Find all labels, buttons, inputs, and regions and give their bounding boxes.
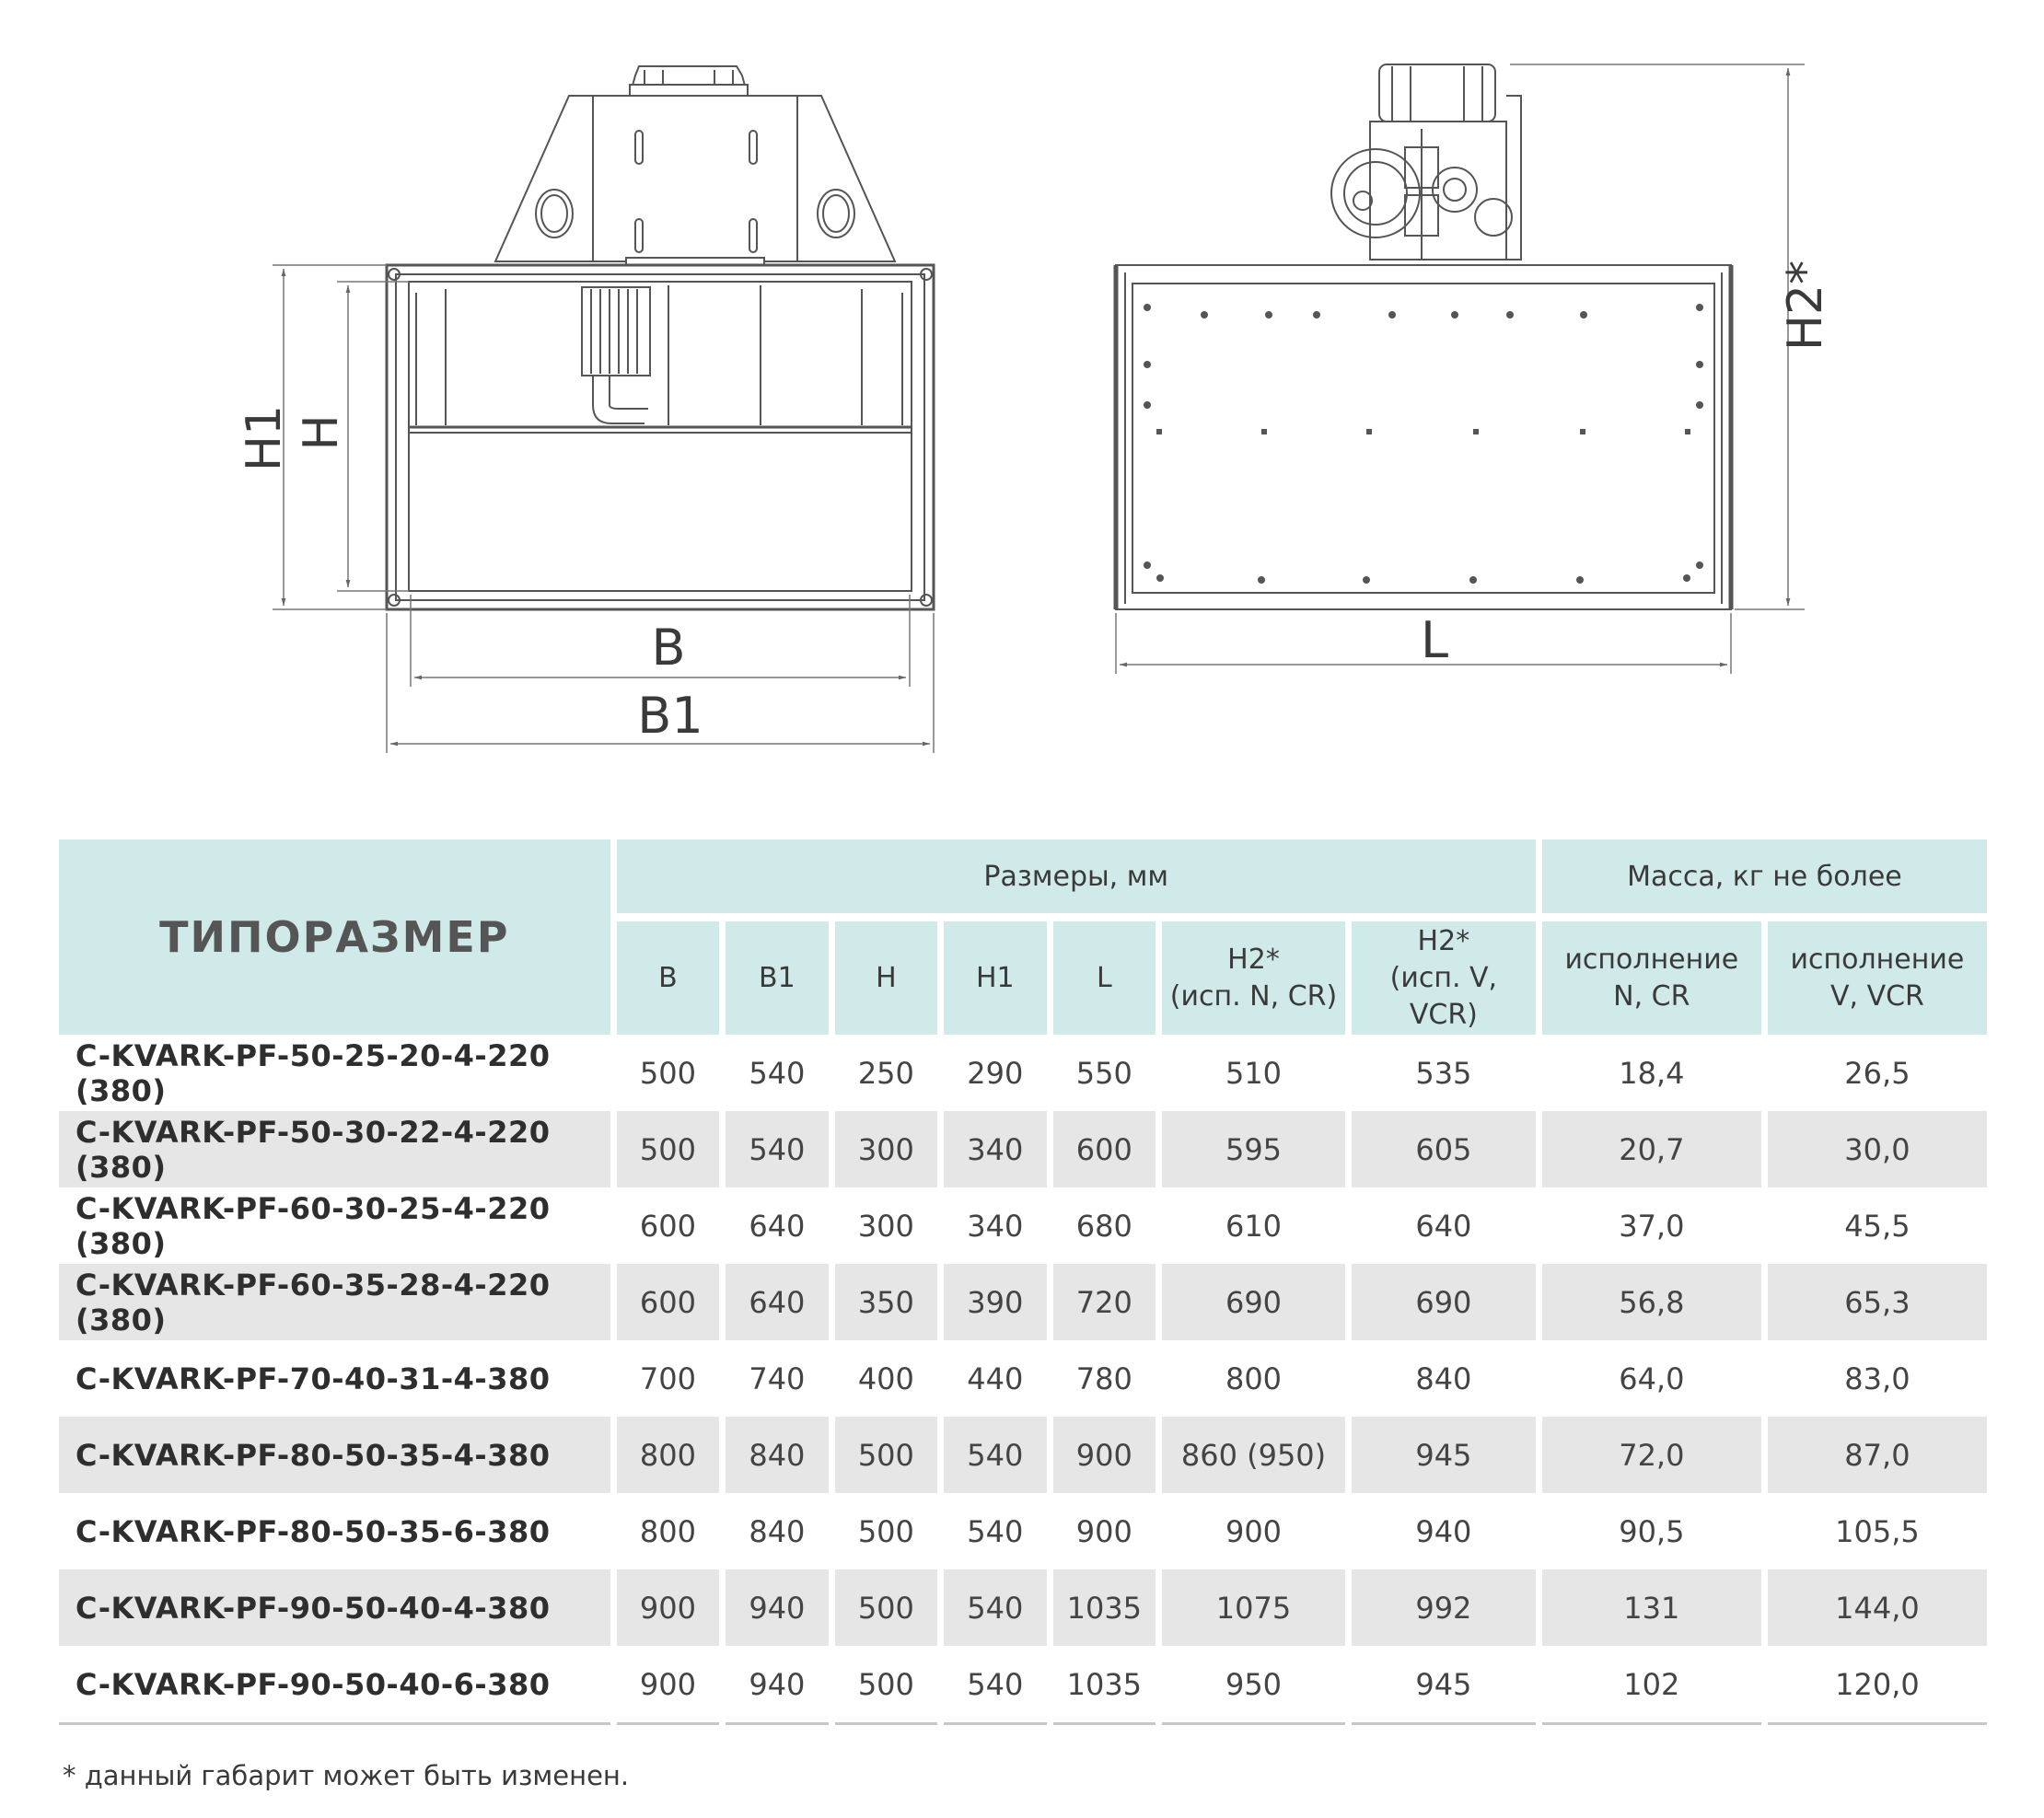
cell-h2-v-vcr: 940 [1415, 1513, 1472, 1549]
cell-b: 500 [617, 1111, 719, 1187]
col-header-h2-n-cr: H2* (исп. N, CR) [1162, 921, 1345, 1035]
cell-h1: 290 [967, 1055, 1024, 1091]
cell-h1: 540 [967, 1513, 1024, 1549]
cell-mass-v-vcr: 105,5 [1835, 1513, 1920, 1549]
cell-mass-v-vcr: 65,3 [1768, 1264, 1987, 1340]
cell-h2-n-cr: 595 [1162, 1111, 1345, 1187]
cell-l: 680 [1075, 1208, 1132, 1244]
cell-b1: 940 [726, 1569, 828, 1646]
table-row [59, 1264, 1987, 1340]
cell-h1: 440 [967, 1361, 1024, 1396]
cell-h2-v-vcr: 992 [1352, 1569, 1536, 1646]
cell-h: 400 [857, 1361, 914, 1396]
cell-h: 300 [835, 1111, 937, 1187]
table-row [59, 1417, 1987, 1493]
technical-drawings [0, 0, 2044, 810]
col-header-h: H [835, 921, 937, 1035]
spec-table [52, 840, 1993, 1725]
cell-l: 720 [1053, 1264, 1156, 1340]
cell-b: 900 [617, 1569, 719, 1646]
col-header-h2-v-vcr: H2* (исп. V, VCR) [1352, 921, 1536, 1035]
model-cell: C-KVARK-PF-80-50-35-6-380 [75, 1513, 551, 1549]
col-header-l: L [1053, 921, 1156, 1035]
dim-label-h1: H1 [237, 404, 292, 472]
model-cell: C-KVARK-PF-60-35-28-4-220 (380) [59, 1264, 610, 1340]
cell-b: 700 [639, 1361, 696, 1396]
cell-b1: 640 [749, 1208, 806, 1244]
col-header-h1: H1 [944, 921, 1046, 1035]
cell-b1: 540 [749, 1055, 806, 1091]
cell-h1: 340 [944, 1111, 1046, 1187]
cell-l: 900 [1075, 1513, 1132, 1549]
dimensions-header: Размеры, мм [617, 840, 1536, 913]
cell-mass-v-vcr: 144,0 [1768, 1569, 1987, 1646]
cell-mass-n-cr: 102 [1542, 1646, 1761, 1725]
cell-h2-n-cr: 610 [1225, 1208, 1283, 1244]
cell-h2-n-cr: 860 (950) [1162, 1417, 1345, 1493]
table-row [59, 1340, 1987, 1417]
model-cell: C-KVARK-PF-50-30-22-4-220 (380) [59, 1111, 610, 1187]
col-header-b1: B1 [726, 921, 828, 1035]
cell-h: 250 [857, 1055, 914, 1091]
table-row [59, 1646, 1987, 1725]
cell-h1: 540 [944, 1417, 1046, 1493]
dim-label-h: H [294, 414, 349, 451]
cell-h2-v-vcr: 640 [1415, 1208, 1472, 1244]
cell-b1: 740 [749, 1361, 806, 1396]
cell-h2-v-vcr: 535 [1415, 1055, 1472, 1091]
cell-b: 900 [617, 1646, 719, 1725]
cell-b1: 640 [726, 1264, 828, 1340]
cell-h2-n-cr: 690 [1162, 1264, 1345, 1340]
front-view-drawing [273, 66, 934, 753]
model-cell: C-KVARK-PF-70-40-31-4-380 [75, 1361, 551, 1396]
cell-l: 600 [1053, 1111, 1156, 1187]
table-row [59, 1187, 1987, 1264]
cell-mass-v-vcr: 83,0 [1844, 1361, 1910, 1396]
col-header-b: B [617, 921, 719, 1035]
footnote: * данный габарит может быть изменен. [63, 1760, 630, 1791]
cell-h: 500 [857, 1513, 914, 1549]
dim-label-b1: B1 [637, 687, 703, 745]
cell-mass-n-cr: 56,8 [1542, 1264, 1761, 1340]
col-header-mass-v-vcr: исполнение V, VCR [1768, 921, 1987, 1035]
cell-h2-n-cr: 900 [1225, 1513, 1283, 1549]
cell-mass-v-vcr: 120,0 [1768, 1646, 1987, 1725]
model-cell: C-KVARK-PF-90-50-40-4-380 [59, 1569, 610, 1646]
cell-l: 1035 [1053, 1569, 1156, 1646]
table-row [59, 1035, 1987, 1111]
cell-mass-n-cr: 20,7 [1542, 1111, 1761, 1187]
cell-h2-v-vcr: 690 [1352, 1264, 1536, 1340]
type-header: ТИПОРАЗМЕР [59, 840, 610, 1035]
cell-h2-n-cr: 510 [1225, 1055, 1283, 1091]
cell-h2-v-vcr: 605 [1352, 1111, 1536, 1187]
cell-mass-v-vcr: 87,0 [1768, 1417, 1987, 1493]
mass-header: Масса, кг не более [1542, 840, 1987, 913]
model-cell: C-KVARK-PF-60-30-25-4-220 (380) [75, 1190, 551, 1261]
cell-b: 800 [639, 1513, 696, 1549]
cell-mass-n-cr: 64,0 [1619, 1361, 1685, 1396]
cell-mass-v-vcr: 30,0 [1768, 1111, 1987, 1187]
cell-h1: 340 [967, 1208, 1024, 1244]
cell-l: 780 [1075, 1361, 1132, 1396]
dim-label-l: L [1420, 611, 1449, 669]
cell-mass-n-cr: 90,5 [1619, 1513, 1685, 1549]
cell-b1: 540 [726, 1111, 828, 1187]
cell-mass-v-vcr: 26,5 [1844, 1055, 1910, 1091]
cell-b1: 840 [749, 1513, 806, 1549]
cell-h2-n-cr: 950 [1162, 1646, 1345, 1725]
table-row [59, 1111, 1987, 1187]
model-cell: C-KVARK-PF-50-25-20-4-220 (380) [75, 1037, 551, 1108]
cell-b: 600 [639, 1208, 696, 1244]
cell-h: 350 [835, 1264, 937, 1340]
cell-b: 500 [639, 1055, 696, 1091]
cell-h2-n-cr: 800 [1225, 1361, 1283, 1396]
cell-h2-v-vcr: 945 [1352, 1646, 1536, 1725]
table-row [59, 1569, 1987, 1646]
cell-h1: 390 [944, 1264, 1046, 1340]
dim-label-h2: H2* [1778, 260, 1833, 352]
cell-mass-n-cr: 131 [1542, 1569, 1761, 1646]
cell-h1: 540 [944, 1646, 1046, 1725]
cell-h: 500 [835, 1417, 937, 1493]
cell-mass-n-cr: 72,0 [1542, 1417, 1761, 1493]
cell-mass-n-cr: 37,0 [1619, 1208, 1685, 1244]
cell-b: 600 [617, 1264, 719, 1340]
cell-h2-n-cr: 1075 [1162, 1569, 1345, 1646]
cell-mass-v-vcr: 45,5 [1844, 1208, 1910, 1244]
table-row [59, 1493, 1987, 1569]
model-cell: C-KVARK-PF-80-50-35-4-380 [59, 1417, 610, 1493]
model-cell: C-KVARK-PF-90-50-40-6-380 [59, 1646, 610, 1725]
dim-label-b: B [651, 619, 686, 677]
side-view-drawing [1116, 64, 1731, 609]
cell-l: 550 [1075, 1055, 1132, 1091]
cell-h2-v-vcr: 840 [1415, 1361, 1472, 1396]
cell-l: 900 [1053, 1417, 1156, 1493]
cell-h1: 540 [944, 1569, 1046, 1646]
cell-mass-n-cr: 18,4 [1619, 1055, 1685, 1091]
cell-b: 800 [617, 1417, 719, 1493]
cell-h: 500 [835, 1569, 937, 1646]
cell-h: 300 [857, 1208, 914, 1244]
cell-h2-v-vcr: 945 [1352, 1417, 1536, 1493]
cell-b1: 840 [726, 1417, 828, 1493]
cell-b1: 940 [726, 1646, 828, 1725]
cell-h: 500 [835, 1646, 937, 1725]
cell-l: 1035 [1053, 1646, 1156, 1725]
col-header-mass-n-cr: исполнение N, CR [1542, 921, 1761, 1035]
